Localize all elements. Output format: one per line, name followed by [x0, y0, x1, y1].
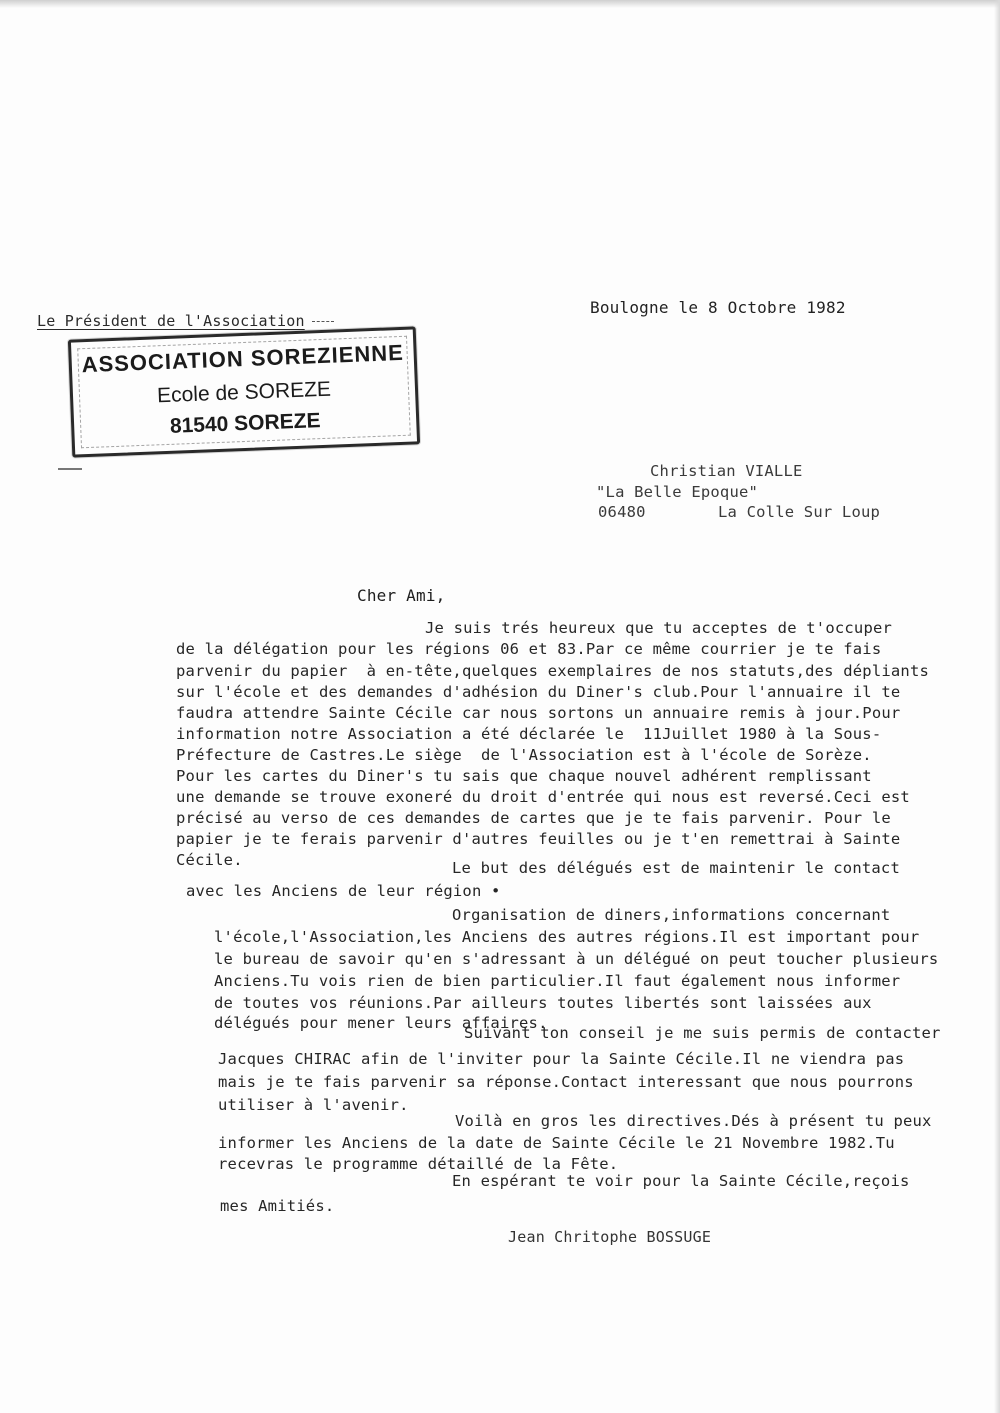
body-line: parvenir du papier à en-tête,quelques exemplaires de nos statuts,des dépliants — [176, 662, 930, 680]
body-line: le bureau de savoir qu'en s'adressant à un délégué on peut toucher plusieurs — [214, 950, 939, 968]
greeting: Cher Ami, — [357, 586, 446, 605]
body-line: papier je te ferais parvenir d'autres feuilles ou je t'en remettrai à Sainte — [176, 830, 901, 848]
stamp-line-1: ASSOCIATION SOREZIENNE — [81, 339, 405, 378]
recipient-name: Christian VIALLE — [650, 462, 803, 480]
date-line: Boulogne le 8 Octobre 1982 — [590, 298, 846, 317]
body-line: Anciens.Tu vois rien de bien particulier.Il faut également nous informer — [214, 972, 901, 990]
body-line: information notre Association a été déclarée le 11Juillet 1980 à la Sous- — [176, 725, 882, 743]
body-line: Cécile. — [176, 851, 243, 869]
stamp-line-3: 81540 SOREZE — [169, 409, 321, 438]
body-line: Organisation de diners,informations concernant — [452, 906, 891, 924]
body-line: avec les Anciens de leur région • — [186, 882, 501, 900]
body-line: mes Amitiés. — [220, 1197, 335, 1215]
body-line: de toutes vos réunions.Par ailleurs toutes libertés sont laissées aux — [214, 994, 872, 1012]
body-line: délégués pour mener leurs affaires. — [214, 1014, 548, 1032]
signature-name: Jean Chritophe BOSSUGE — [508, 1228, 712, 1246]
president-label: Le Président de l'Association — [37, 312, 305, 330]
body-line: Pour les cartes du Diner's tu sais que chaque nouvel adhérent remplissant — [176, 767, 872, 785]
association-stamp — [68, 326, 420, 457]
recipient-house: "La Belle Epoque" — [596, 483, 759, 501]
body-line: Préfecture de Castres.Le siège de l'Association est à l'école de Sorèze. — [176, 746, 872, 764]
scan-edge-top — [0, 0, 1000, 8]
body-line: utiliser à l'avenir. — [218, 1096, 409, 1114]
stamp-smudge — [58, 468, 82, 470]
body-line: En espérant te voir pour la Sainte Cécile,reçois — [452, 1172, 910, 1190]
body-line: Le but des délégués est de maintenir le contact — [452, 859, 900, 877]
body-line: faudra attendre Sainte Cécile car nous sortons un annuaire remis à jour.Pour — [176, 704, 901, 722]
body-line: de la délégation pour les régions 06 et 83.Par ce même courrier je te fais — [176, 640, 882, 658]
recipient-postcode: 06480 — [598, 503, 646, 521]
recipient-town: La Colle Sur Loup — [718, 503, 881, 521]
stamp-line-2: Ecole de SOREZE — [156, 377, 332, 408]
body-line: informer les Anciens de la date de Sainte Cécile le 21 Novembre 1982.Tu — [218, 1134, 895, 1152]
body-line: mais je te fais parvenir sa réponse.Contact interessant que nous pourrons — [218, 1073, 914, 1091]
body-line: Jacques CHIRAC afin de l'inviter pour la Sainte Cécile.Il ne viendra pas — [218, 1050, 905, 1068]
body-line: Suivant ton conseil je me suis permis de contacter — [464, 1024, 941, 1042]
president-underline-dash — [312, 321, 334, 323]
body-line: précisé au verso de ces demandes de cartes que je te fais parvenir. Pour le — [176, 809, 891, 827]
body-line: l'école,l'Association,les Anciens des autres régions.Il est important pour — [214, 928, 920, 946]
body-line: une demande se trouve exoneré du droit d'entrée qui nous est reversé.Ceci est — [176, 788, 910, 806]
body-line: recevras le programme détaillé de la Fête. — [218, 1155, 619, 1173]
body-line: Je suis trés heureux que tu acceptes de t'occuper — [425, 619, 893, 637]
body-line: Voilà en gros les directives.Dés à présent tu peux — [455, 1112, 932, 1130]
scan-edge-right — [994, 0, 1000, 1413]
body-line: sur l'école et des demandes d'adhésion du Diner's club.Pour l'annuaire il te — [176, 683, 901, 701]
